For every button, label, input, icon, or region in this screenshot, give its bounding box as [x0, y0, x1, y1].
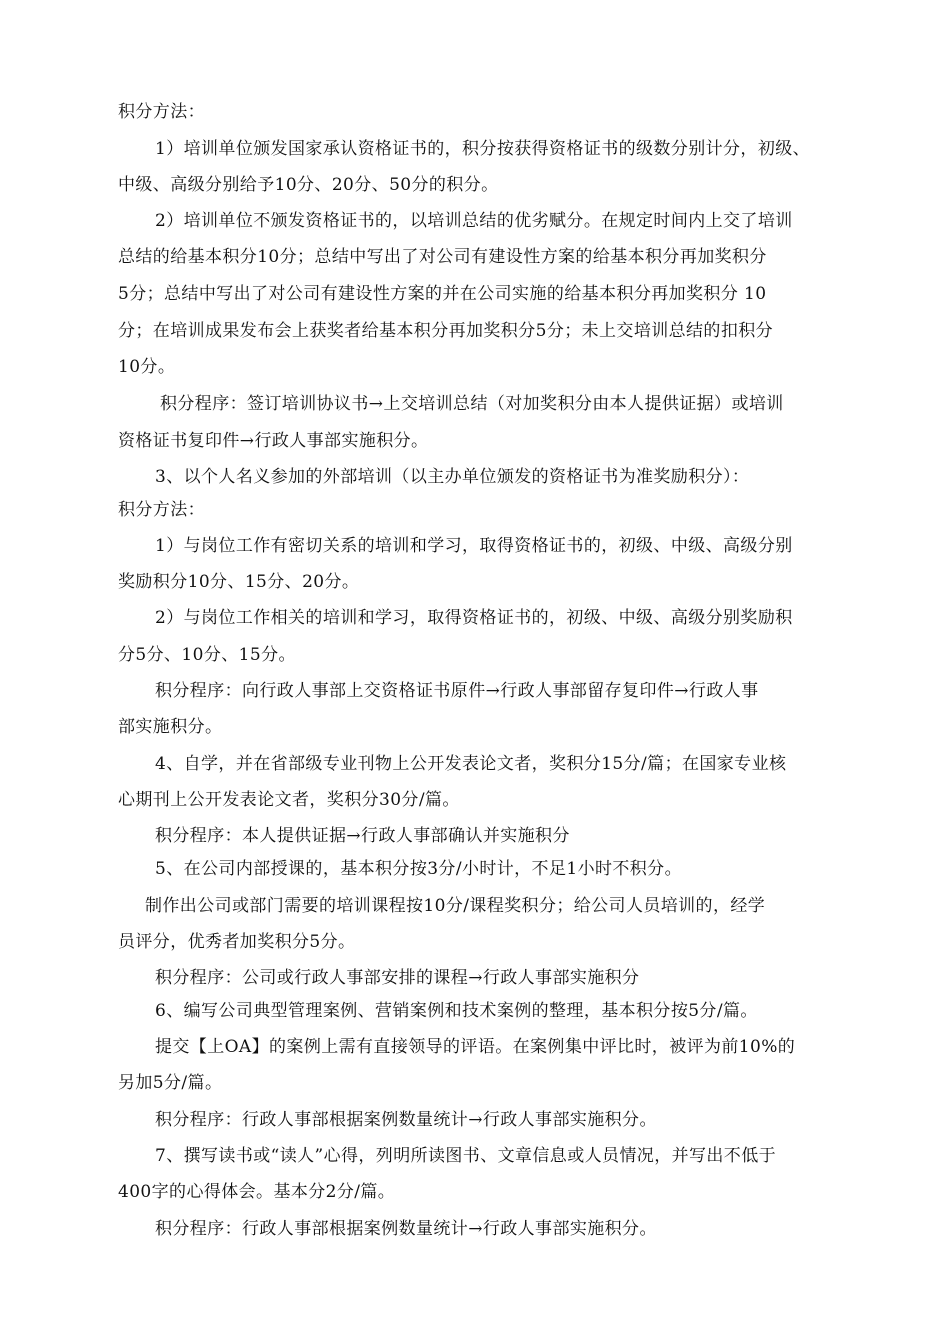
text-line: 另加5分/篇。	[118, 1073, 223, 1093]
text-line: 积分方法：	[118, 102, 205, 122]
text-line: 积分程序：本人提供证据→行政人事部确认并实施积分	[155, 826, 570, 846]
text-line: 积分程序：向行政人事部上交资格证书原件→行政人事部留存复印件→行政人事	[155, 681, 759, 701]
text-line: 心期刊上公开发表论文者，奖积分30分/篇。	[118, 790, 460, 810]
text-line: 1）培训单位颁发国家承认资格证书的，积分按获得资格证书的级数分别计分，初级、	[155, 139, 811, 159]
text-line: 资格证书复印件→行政人事部实施积分。	[118, 431, 429, 451]
text-line: 6、编写公司典型管理案例、营销案例和技术案例的整理，基本积分按5分/篇。	[155, 1001, 758, 1021]
text-line: 员评分，优秀者加奖积分5分。	[118, 932, 356, 952]
text-line: 4、自学，并在省部级专业刊物上公开发表论文者，奖积分15分/篇；在国家专业核	[155, 754, 787, 774]
text-line: 部实施积分。	[118, 717, 223, 737]
text-line: 积分程序：公司或行政人事部安排的课程→行政人事部实施积分	[155, 968, 640, 988]
text-line: 分5分、10分、15分。	[118, 645, 296, 665]
text-line: 中级、高级分别给予10分、20分、50分的积分。	[118, 175, 499, 195]
text-line: 10分。	[118, 357, 176, 377]
text-line: 3、以个人名义参加的外部培训（以主办单位颁发的资格证书为准奖励积分）：	[155, 467, 750, 487]
text-line: 制作出公司或部门需要的培训课程按10分/课程奖积分；给公司人员培训的，经学	[145, 896, 766, 916]
text-line: 1）与岗位工作有密切关系的培训和学习，取得资格证书的，初级、中级、高级分别	[155, 536, 793, 556]
text-line: 400字的心得体会。基本分2分/篇。	[118, 1182, 396, 1202]
text-line: 积分程序：行政人事部根据案例数量统计→行政人事部实施积分。	[155, 1110, 657, 1130]
text-line: 2）培训单位不颁发资格证书的，以培训总结的优劣赋分。在规定时间内上交了培训	[155, 211, 793, 231]
text-line: 提交【上OA】的案例上需有直接领导的评语。在案例集中评比时，被评为前10%的	[155, 1037, 796, 1057]
text-line: 5、在公司内部授课的，基本积分按3分/小时计，不足1小时不积分。	[155, 859, 682, 879]
text-line: 积分方法：	[118, 500, 205, 520]
text-line: 分；在培训成果发布会上获奖者给基本积分再加奖积分5分；未上交培训总结的扣积分	[118, 321, 774, 341]
text-line: 积分程序：行政人事部根据案例数量统计→行政人事部实施积分。	[155, 1219, 657, 1239]
text-line: 奖励积分10分、15分、20分。	[118, 572, 360, 592]
text-line: 总结的给基本积分10分；总结中写出了对公司有建设性方案的给基本积分再加奖积分	[118, 247, 767, 267]
text-line: 积分程序：签订培训协议书→上交培训总结（对加奖积分由本人提供证据）或培训	[160, 394, 784, 414]
text-line: 2）与岗位工作相关的培训和学习，取得资格证书的，初级、中级、高级分别奖励积	[155, 608, 793, 628]
text-line: 7、撰写读书或“读人”心得，列明所读图书、文章信息或人员情况，并写出不低于	[155, 1146, 776, 1166]
text-line: 5分；总结中写出了对公司有建设性方案的并在公司实施的给基本积分再加奖积分 10	[118, 284, 767, 304]
